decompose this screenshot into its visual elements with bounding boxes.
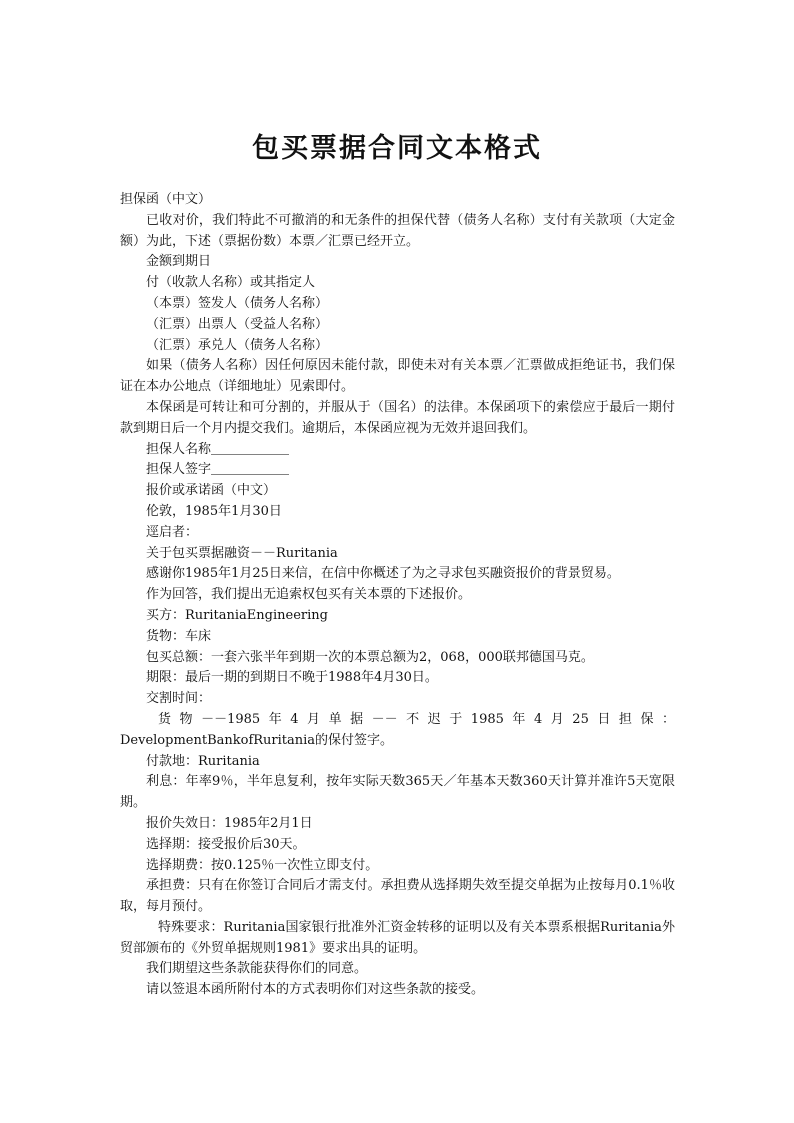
paragraph-interest: 利息：年率9％，半年息复利，按年实际天数365天／年基本天数360天计算并准许5天宽限期。	[120, 774, 675, 811]
paragraph-hope-agree: 我们期望这些条款能获得你们的同意。	[146, 961, 368, 977]
paragraph-subject: 关于包买票据融资－－Ruritania	[146, 545, 338, 561]
paragraph-bill-acceptor: （汇票）承兑人（债务人名称）	[146, 337, 329, 353]
paragraph-guarantor-name: 担保人名称＿＿＿＿＿＿	[146, 441, 290, 457]
paragraph-bill-drawer: （汇票）出票人（受益人名称）	[146, 316, 329, 332]
paragraph-confirm-acceptance: 请以签退本函所附付本的方式表明你们对这些条款的接受。	[146, 982, 485, 998]
paragraph-commitment-fee: 承担费：只有在你签订合同后才需支付。承担费从选择期失效至提交单据为止按每月0.1％收取，每月预付。	[120, 878, 675, 915]
paragraph-amount-due: 金额到期日	[146, 254, 212, 270]
paragraph-offer-heading: 报价或承诺函（中文）	[146, 483, 277, 499]
paragraph-consideration: 已收对价，我们特此不可撤消的和无条件的担保代替（债务人名称）支付有关款项（大定金额）为此，下述（票据份数）本票／汇票已经开立。	[120, 212, 675, 249]
paragraph-note-issuer: （本票）签发人（债务人名称）	[146, 295, 329, 311]
paragraph-option-period: 选择期：接受报价后30天。	[146, 836, 306, 852]
paragraph-date-line: 伦敦，1985年1月30日	[146, 503, 282, 519]
paragraph-term: 期限：最后一期的到期日不晚于1988年4月30日。	[146, 670, 438, 686]
paragraph-option-fee: 选择期费：按0.125％一次性立即支付。	[146, 857, 379, 873]
paragraph-offer-expiry: 报价失效日：1985年2月1日	[146, 815, 313, 831]
paragraph-special-requirements: 特殊要求：Ruritania国家银行批准外汇资金转移的证明以及有关本票系根据Ruritania外贸部颁布的《外贸单据规则1981》要求出具的证明。	[120, 919, 675, 956]
paragraph-reply: 作为回答，我们提出无追索权包买有关本票的下述报价。	[146, 587, 472, 603]
paragraph-payee: 付（收款人名称）或其指定人	[146, 275, 316, 291]
paragraph-goods-documents: 货物－－1985年4月单据－－不迟于1985年4月25日担保：DevelopmentBankofRuritania的保付签字。	[120, 711, 675, 748]
paragraph-default-payment: 如果（债务人名称）因任何原因未能付款，即使未对有关本票／汇票做成拒绝证书，我们保证在本办公地点（详细地址）见索即付。	[120, 358, 675, 395]
paragraph-delivery-time: 交割时间：	[146, 691, 212, 707]
paragraph-total-amount: 包买总额：一套六张半年到期一次的本票总额为2，068，000联邦德国马克。	[146, 649, 594, 665]
document-title: 包买票据合同文本格式	[252, 133, 542, 164]
paragraph-buyer: 买方：RuritaniaEngineering	[146, 607, 328, 623]
paragraph-guarantor-signature: 担保人签字＿＿＿＿＿＿	[146, 462, 290, 478]
paragraph-salutation: 逕启者：	[146, 524, 199, 540]
document-body	[120, 190, 675, 1001]
paragraph-place-of-payment: 付款地：Ruritania	[146, 753, 260, 769]
paragraph-guarantee-heading: 担保函（中文）	[120, 192, 212, 207]
paragraph-thanks: 感谢你1985年1月25日来信，在信中你概述了为之寻求包买融资报价的背景贸易。	[146, 566, 620, 582]
paragraph-goods: 货物：车床	[146, 628, 212, 644]
paragraph-transferable: 本保函是可转让和可分割的，并服从于（国名）的法律。本保函项下的索偿应于最后一期付款到期日后一个月内提交我们。逾期后，本保函应视为无效并退回我们。	[120, 399, 675, 436]
